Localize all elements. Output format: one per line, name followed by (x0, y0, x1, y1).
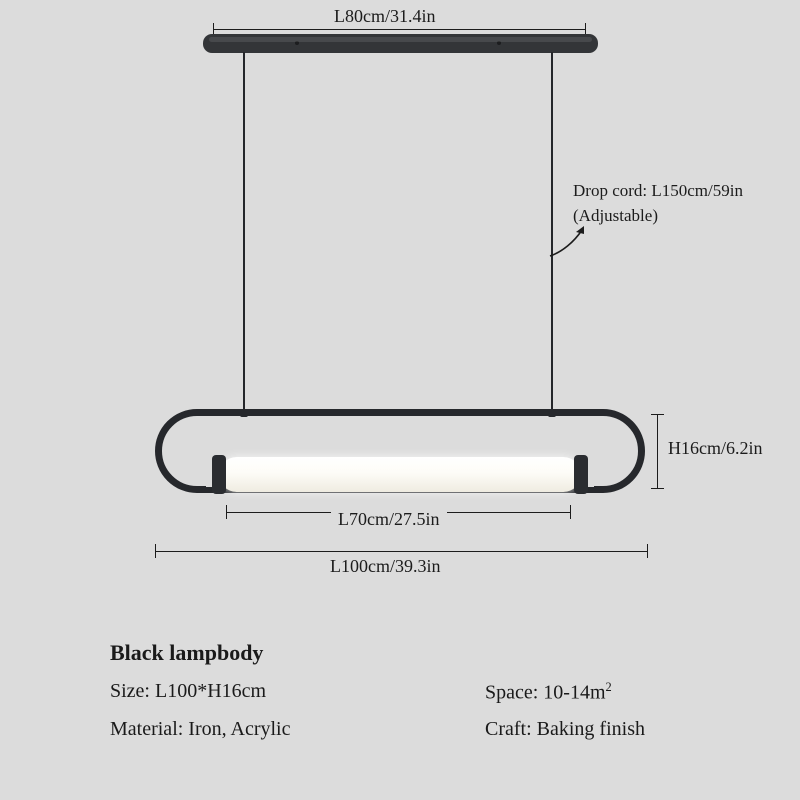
spec-space-superscript: 2 (605, 680, 612, 694)
ceiling-canopy-bar (203, 34, 598, 53)
overall-dimension-line (155, 551, 648, 552)
spec-row-material (110, 718, 750, 741)
spec-size-label: Size: L100*H16cm (110, 680, 267, 702)
spec-title: Black lampbody (110, 640, 264, 665)
spec-row-size (110, 680, 750, 705)
specifications-block (110, 640, 750, 754)
spec-space-text: Space: 10-14m (485, 681, 606, 704)
drop-cord-annotation (573, 178, 743, 228)
spec-material-label: Material: Iron, Acrylic (110, 717, 291, 740)
overall-dimension-label: L100cm/39.3in (330, 556, 441, 576)
drop-cord-line-2: (Adjustable) (573, 206, 658, 225)
height-dimension-tick-top (651, 414, 664, 415)
height-dimension-tick-bottom (651, 488, 664, 489)
canopy-screw-icon (295, 41, 299, 45)
top-dimension-label: L80cm/31.4in (334, 6, 436, 26)
overall-dimension-tick-right (647, 544, 648, 558)
spec-craft-label: Craft: Baking finish (485, 717, 645, 740)
tube-end-cap-left (212, 455, 226, 494)
overall-dimension-tick-left (155, 544, 156, 558)
spec-space-label (485, 680, 612, 705)
tube-dimension-label: L70cm/27.5in (331, 509, 447, 530)
tube-dimension-tick-right (570, 505, 571, 519)
top-dimension-line (213, 29, 585, 30)
drop-cord-line-1: Drop cord: L150cm/59in (573, 181, 743, 200)
canopy-screw-icon (497, 41, 501, 45)
height-dimension-label: H16cm/6.2in (668, 438, 763, 458)
tube-end-cap-right (574, 455, 588, 494)
suspension-cord-left (243, 52, 245, 415)
acrylic-light-tube (219, 457, 581, 492)
tube-dimension-tick-left (226, 505, 227, 519)
height-dimension-line (657, 414, 658, 488)
